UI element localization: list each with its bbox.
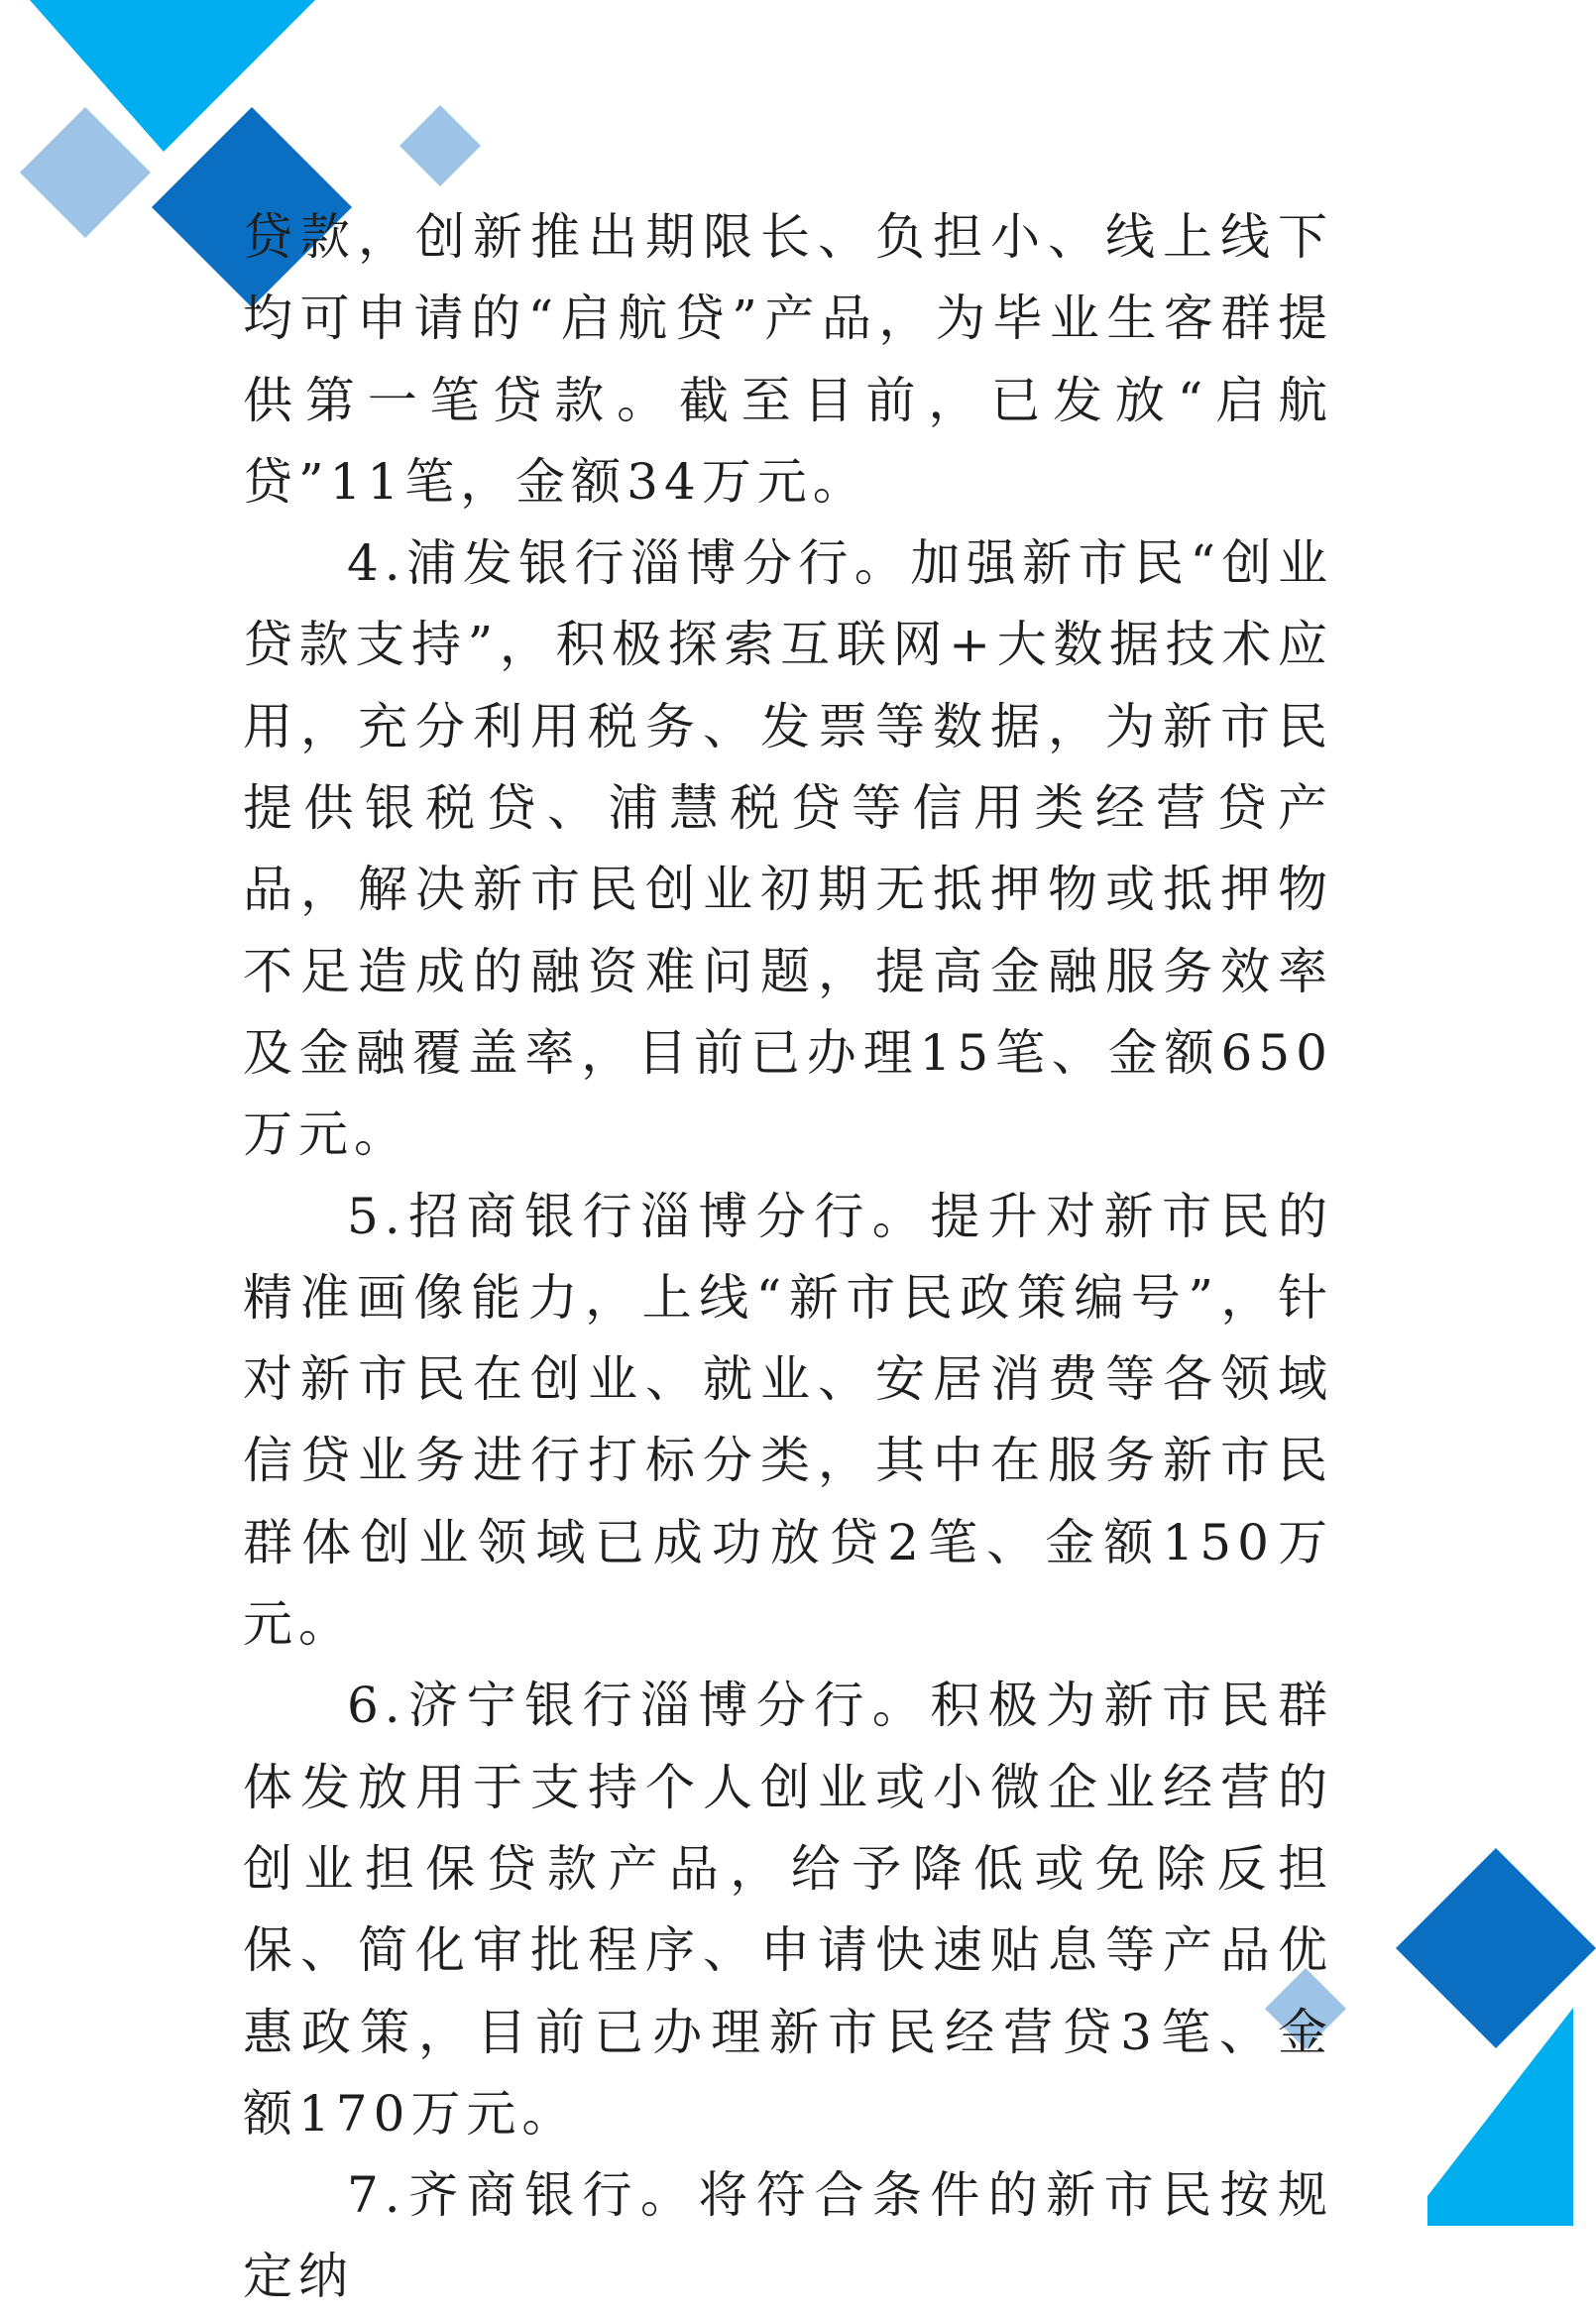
paragraph-qishang-bank: 7.齐商银行。将符合条件的新市民按规定纳	[243, 2166, 1333, 2306]
top-left-light-diamond-decoration	[20, 107, 151, 238]
paragraph-spd-bank-zibo: 4.浦发银行淄博分行。加强新市民“创业贷款支持”，积极探索互联网+大数据技术应用，充分利用税务、发票等数据，为新市民提供银税贷、浦慧税贷等信用类经营贷产品，解决新市民创业初期无抵押物或抵押物不足造成的融资难问题，提高金融服务效率及金融覆盖率，目前已办理15笔、金额650万元。	[243, 534, 1333, 1164]
document-body	[243, 196, 1333, 2318]
paragraph-cmb-zibo: 5.招商银行淄博分行。提升对新市民的精准画像能力，上线“新市民政策编号”，针对新市民在创业、就业、安居消费等各领域信贷业务进行打标分类，其中在服务新市民群体创业领域已成功放贷2笔、金额150万元。	[243, 1187, 1333, 1654]
top-left-small-diamond-decoration	[399, 105, 481, 186]
paragraph-jining-bank-zibo: 6.济宁银行淄博分行。积极为新市民群体发放用于支持个人创业或小微企业经营的创业担保贷款产品，给予降低或免除反担保、简化审批程序、申请快速贴息等产品优惠政策，目前已办理新市民经营贷3笔、金额170万元。	[243, 1677, 1333, 2143]
bottom-right-triangle-decoration	[1418, 2008, 1573, 2226]
paragraph-continued-loan: 贷款，创新推出期限长、负担小、线上线下均可申请的“启航贷”产品，为毕业生客群提供第一笔贷款。截至目前，已发放“启航贷”11笔，金额34万元。	[243, 208, 1333, 511]
